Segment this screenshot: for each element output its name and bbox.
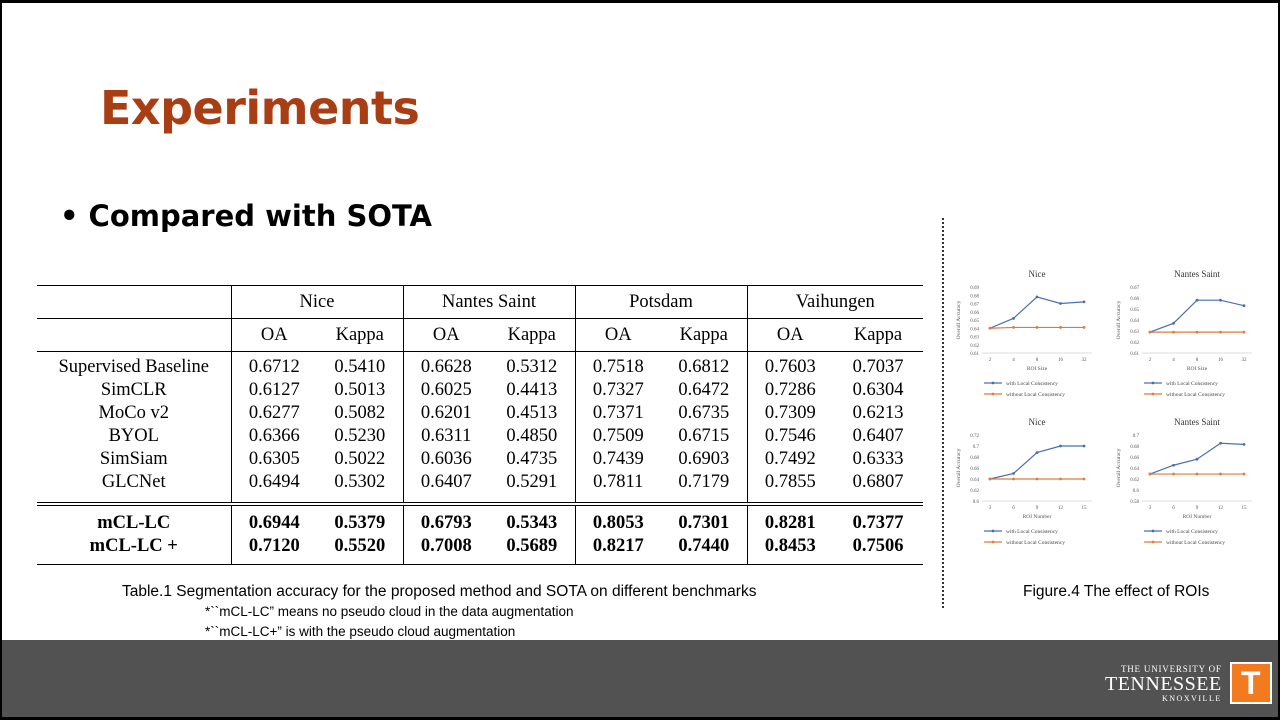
legend-marker (992, 393, 995, 396)
method-name: SimSiam (99, 449, 168, 469)
method-name: SimCLR (100, 380, 167, 400)
metric-value: 0.7371 (575, 402, 661, 425)
metric-value: 0.7286 (747, 379, 833, 402)
series-point (1196, 331, 1199, 334)
series-point (1012, 472, 1015, 475)
table-row (37, 402, 923, 425)
metric-value: 0.6407 (403, 471, 489, 504)
corner-cell (37, 286, 231, 319)
series-point (1219, 299, 1222, 302)
metric-value: 0.5022 (334, 449, 386, 469)
legend-label: without Local Consistency (1006, 392, 1065, 398)
metric-header: OA (575, 319, 661, 352)
table-note-2: *``mCL-LC+” is with the pseudo cloud augmentation (205, 624, 516, 639)
roi-line-chart (952, 413, 1102, 558)
metric-value: 0.6712 (231, 352, 317, 380)
y-axis-label: Overall Accuracy (1116, 448, 1122, 488)
y-tick-label: 0.63 (1130, 330, 1139, 335)
metric-value: 0.6407 (852, 426, 904, 446)
metric-value: 0.5379 (317, 504, 403, 535)
series-point (1036, 326, 1039, 329)
figure-caption: Figure.4 The effect of ROIs (1023, 583, 1210, 600)
legend-marker (992, 382, 995, 385)
metric-value: 0.4735 (506, 449, 558, 469)
metric-value: 0.6333 (852, 449, 904, 469)
series-point (1149, 473, 1152, 476)
metric-value: 0.6366 (231, 425, 317, 448)
y-tick-label: 0.64 (970, 478, 979, 483)
metric-value: 0.7037 (833, 352, 923, 380)
logo-line-2: TENNESSEE (1105, 672, 1222, 695)
y-tick-label: 0.67 (1130, 286, 1139, 291)
ours-rows (37, 504, 923, 565)
series-point (1149, 331, 1152, 334)
series-point (989, 478, 992, 481)
metric-header: Kappa (661, 319, 747, 352)
series-point (1083, 300, 1086, 303)
y-tick-label: 0.64 (1130, 319, 1139, 324)
y-tick-label: 0.7 (1132, 434, 1139, 439)
table-row (37, 504, 923, 535)
table-row (37, 379, 923, 402)
metric-value: 0.7855 (747, 471, 833, 504)
series-point (1083, 326, 1086, 329)
chart-title: Nantes Saint (1174, 269, 1220, 279)
dataset-header-row (37, 286, 923, 319)
metric-value: 0.7377 (833, 504, 923, 535)
y-axis-label: Overall Accuracy (1116, 300, 1122, 340)
metric-value: 0.6036 (403, 448, 489, 471)
table-row (37, 425, 923, 448)
x-tick-label: 2 (988, 358, 992, 363)
roi-line-chart (1112, 265, 1262, 410)
metric-value: 0.6735 (678, 403, 730, 423)
slide-content (2, 3, 1278, 640)
series-point (1219, 473, 1222, 476)
metric-header: Kappa (489, 319, 575, 352)
table-row (37, 471, 923, 504)
metric-value: 0.5230 (334, 426, 386, 446)
metric-value: 0.6472 (678, 380, 730, 400)
metric-value: 0.7518 (575, 352, 661, 380)
metric-value: 0.5689 (489, 535, 575, 565)
series-point (1196, 473, 1199, 476)
metric-value: 0.6277 (231, 402, 317, 425)
x-tick-label: 4 (1012, 358, 1015, 363)
y-tick-label: 0.62 (970, 489, 979, 494)
y-axis-label: Overall Accuracy (956, 448, 962, 488)
y-tick-label: 0.67 (970, 302, 979, 308)
series-point (1036, 296, 1039, 299)
slide-title: Experiments (100, 81, 420, 135)
method-name: BYOL (108, 426, 159, 446)
results-table (37, 285, 923, 565)
metric-header: OA (403, 319, 489, 352)
y-tick-label: 0.68 (970, 456, 979, 461)
y-tick-label: 0.64 (970, 327, 979, 333)
x-tick-label: 6 (1172, 506, 1175, 511)
metric-value: 0.7506 (833, 535, 923, 565)
metric-value: 0.7509 (575, 425, 661, 448)
metric-value: 0.7179 (678, 472, 730, 492)
x-axis-label: ROI Number (1022, 514, 1052, 520)
y-tick-label: 0.66 (970, 310, 979, 316)
corner-cell (37, 319, 231, 352)
legend-label: without Local Consistency (1166, 540, 1225, 546)
legend-label: without Local Consistency (1006, 540, 1065, 546)
power-t-icon: T (1230, 662, 1272, 704)
metric-header: Kappa (317, 319, 403, 352)
metric-value: 0.6812 (661, 352, 747, 380)
method-name: MoCo v2 (98, 403, 169, 423)
metric-value: 0.6201 (403, 402, 489, 425)
series-point (1012, 326, 1015, 329)
series-point (1243, 473, 1246, 476)
metric-value: 0.7008 (403, 535, 489, 565)
legend-marker (1152, 541, 1155, 544)
dataset-header: Vaihungen (747, 286, 923, 319)
y-tick-label: 0.65 (1130, 308, 1139, 313)
legend-label: without Local Consistency (1166, 392, 1225, 398)
y-tick-label: 0.62 (1130, 341, 1139, 346)
metric-value: 0.5520 (317, 535, 403, 565)
metric-value: 0.7327 (575, 379, 661, 402)
metric-value: 0.6311 (403, 425, 489, 448)
metric-header: OA (747, 319, 833, 352)
metric-value: 0.4850 (506, 426, 558, 446)
series-point (1059, 326, 1062, 329)
metric-header: Kappa (833, 319, 923, 352)
y-tick-label: 0.62 (970, 343, 979, 349)
metric-value: 0.7309 (747, 402, 833, 425)
metric-value: 0.5082 (334, 403, 386, 423)
metric-value: 0.8217 (575, 535, 661, 565)
metric-value: 0.5291 (506, 472, 558, 492)
x-tick-label: 2 (1148, 358, 1152, 363)
y-tick-label: 0.62 (1130, 478, 1139, 483)
series-point (1083, 478, 1086, 481)
metric-value: 0.6807 (852, 472, 904, 492)
legend-label: with Local Consistency (1006, 381, 1058, 387)
bullet-symbol: • (60, 199, 79, 233)
series-point (1036, 478, 1039, 481)
legend-marker (1152, 393, 1155, 396)
y-tick-label: 0.66 (970, 467, 979, 472)
metric-value: 0.8281 (747, 504, 833, 535)
x-tick-label: 3 (1148, 506, 1152, 511)
legend-marker (992, 530, 995, 533)
metric-value: 0.7603 (747, 352, 833, 380)
series-point (1219, 442, 1222, 445)
dataset-header: Potsdam (575, 286, 747, 319)
legend-label: with Local Consistency (1166, 381, 1218, 387)
x-tick-label: 15 (1241, 506, 1247, 511)
series-point (1083, 445, 1086, 448)
table-row (37, 352, 923, 380)
metric-value: 0.7439 (575, 448, 661, 471)
series-point (1059, 478, 1062, 481)
metric-value: 0.6304 (852, 380, 904, 400)
logo-line-1: THE UNIVERSITY OF (1120, 663, 1222, 674)
chart-title: Nantes Saint (1174, 417, 1220, 427)
y-tick-label: 0.64 (1130, 467, 1139, 472)
legend-marker (992, 541, 995, 544)
university-logo (1105, 662, 1272, 704)
series-point (1196, 458, 1199, 461)
series-point (989, 327, 992, 330)
y-tick-label: 0.65 (970, 319, 979, 324)
method-name: GLCNet (101, 472, 166, 492)
y-tick-label: 0.68 (1130, 445, 1139, 450)
series-line (1150, 300, 1244, 332)
roi-line-chart (952, 265, 1102, 410)
method-name: mCL-LC (37, 504, 231, 535)
x-axis-label: ROI Number (1182, 514, 1212, 520)
series-point (1059, 445, 1062, 448)
footer-bar (2, 640, 1278, 717)
method-name: mCL-LC + (37, 535, 231, 565)
y-tick-label: 0.6 (972, 500, 979, 505)
x-tick-label: 4 (1172, 358, 1175, 363)
x-tick-label: 32 (1081, 358, 1087, 363)
metric-value: 0.6213 (852, 403, 904, 423)
metric-value: 0.5302 (334, 472, 386, 492)
metric-value: 0.7301 (661, 504, 747, 535)
x-axis-label: ROI Size (1026, 366, 1048, 372)
chart-title: Nice (1028, 417, 1046, 427)
metric-value: 0.7811 (575, 471, 661, 504)
metric-value: 0.8053 (575, 504, 661, 535)
y-tick-label: 0.66 (1130, 297, 1139, 302)
bullet-text: Compared with SOTA (88, 199, 432, 233)
metric-value: 0.7120 (231, 535, 317, 565)
table-note-1: *``mCL-LC” means no pseudo cloud in the data augmentation (205, 604, 574, 619)
metric-value: 0.5343 (489, 504, 575, 535)
metric-value: 0.5013 (334, 380, 386, 400)
legend-label: with Local Consistency (1166, 529, 1218, 535)
logo-line-3: KNOXVILLE (1162, 693, 1222, 703)
x-tick-label: 16 (1218, 358, 1223, 363)
x-tick-label: 16 (1058, 358, 1063, 363)
method-name: Supervised Baseline (37, 352, 231, 380)
metric-value: 0.6628 (403, 352, 489, 380)
series-line (990, 297, 1084, 328)
series-point (1243, 443, 1246, 446)
series-point (1243, 304, 1246, 307)
y-tick-label: 0.6 (1132, 489, 1139, 494)
baseline-rows (37, 352, 923, 505)
x-tick-label: 8 (1035, 358, 1039, 363)
metric-value: 0.6305 (231, 448, 317, 471)
metric-value: 0.6903 (678, 449, 730, 469)
chart-title: Nice (1028, 269, 1046, 279)
table-caption: Table.1 Segmentation accuracy for the proposed method and SOTA on different benchmarks (122, 583, 757, 600)
x-tick-label: 12 (1058, 506, 1063, 511)
legend-marker (1152, 530, 1155, 533)
metric-value: 0.6025 (403, 379, 489, 402)
x-tick-label: 9 (1035, 506, 1039, 511)
series-point (1196, 299, 1199, 302)
dotted-separator (942, 218, 944, 608)
metric-value: 0.7492 (747, 448, 833, 471)
x-axis-label: ROI Size (1186, 366, 1208, 372)
metric-value: 0.6793 (403, 504, 489, 535)
y-axis-label: Overall Accuracy (956, 300, 962, 340)
dataset-header: Nice (231, 286, 403, 319)
legend-marker (1152, 382, 1155, 385)
series-point (1172, 322, 1175, 325)
y-tick-label: 0.61 (970, 352, 979, 357)
x-tick-label: 15 (1081, 506, 1087, 511)
series-point (1012, 478, 1015, 481)
metric-value: 0.7546 (747, 425, 833, 448)
y-tick-label: 0.7 (972, 445, 979, 450)
metric-value: 0.4513 (506, 403, 558, 423)
legend-label: with Local Consistency (1006, 529, 1058, 535)
table-row (37, 535, 923, 565)
series-point (1243, 331, 1246, 334)
metric-value: 0.6127 (231, 379, 317, 402)
y-tick-label: 0.63 (970, 335, 979, 341)
series-point (1172, 331, 1175, 334)
metric-value: 0.6944 (231, 504, 317, 535)
series-point (1036, 451, 1039, 454)
x-tick-label: 32 (1241, 358, 1247, 363)
y-tick-label: 0.69 (970, 286, 979, 291)
y-tick-label: 0.66 (1130, 456, 1139, 461)
roi-line-chart (1112, 413, 1262, 558)
series-point (1012, 317, 1015, 320)
series-point (1219, 331, 1222, 334)
metric-value: 0.5410 (317, 352, 403, 380)
dataset-header: Nantes Saint (403, 286, 575, 319)
metric-header: OA (231, 319, 317, 352)
series-point (1172, 464, 1175, 467)
series-point (1172, 473, 1175, 476)
y-tick-label: 0.68 (970, 294, 979, 300)
metric-value: 0.6494 (231, 471, 317, 504)
metric-value: 0.6715 (678, 426, 730, 446)
metric-header-row (37, 319, 923, 352)
x-tick-label: 8 (1195, 358, 1199, 363)
metric-value: 0.8453 (747, 535, 833, 565)
x-tick-label: 12 (1218, 506, 1223, 511)
bullet-item (60, 199, 432, 233)
x-tick-label: 3 (988, 506, 992, 511)
series-point (1059, 302, 1062, 305)
metric-value: 0.5312 (489, 352, 575, 380)
table-row (37, 448, 923, 471)
y-tick-label: 0.72 (970, 434, 979, 439)
y-tick-label: 0.58 (1130, 500, 1139, 505)
y-tick-label: 0.61 (1130, 352, 1139, 357)
series-line (990, 446, 1084, 479)
metric-value: 0.7440 (661, 535, 747, 565)
x-tick-label: 6 (1012, 506, 1015, 511)
x-tick-label: 9 (1195, 506, 1199, 511)
metric-value: 0.4413 (506, 380, 558, 400)
